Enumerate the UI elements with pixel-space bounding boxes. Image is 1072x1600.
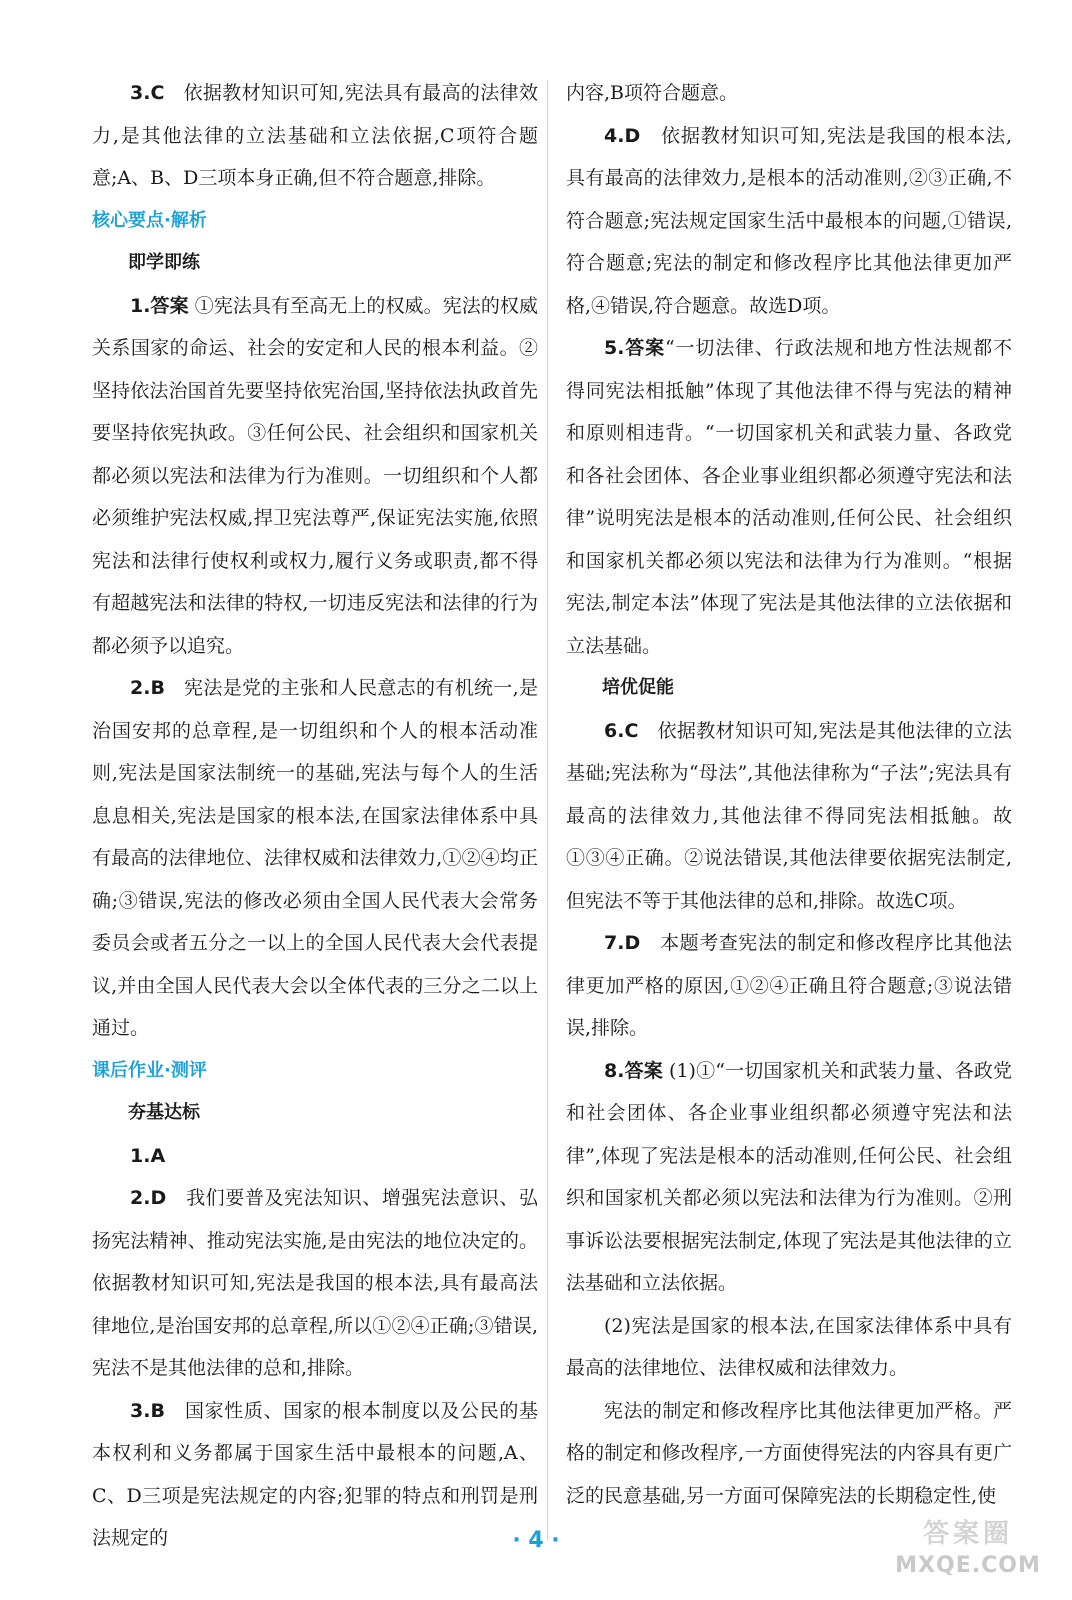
- section-heading-core: 核心要点·解析: [92, 209, 207, 231]
- answer-text: 国家性质、国家的根本制度以及公民的基本权利和义务都属于国家生活中最根本的问题,A、C、D三项是宪法规定的内容;犯罪的特点和刑罚是刑法规定的: [92, 1399, 538, 1549]
- answer-2d: [92, 1177, 538, 1390]
- answer-number: 7.D: [604, 932, 641, 954]
- answer-number: 3.B: [130, 1399, 165, 1422]
- site-watermark: [882, 1516, 1054, 1586]
- answer-text: 宪法是党的主张和人民意志的有机统一,是治国安邦的总章程,是一切组织和个人的根本活动准则,宪法是国家法制统一的基础,宪法与每个人的生活息息相关,宪法是国家的根本法,在国家法律体系中具有最高的法律地位、法律权威和法律效力,①②④均正确;③错误,宪法的修改必须由全国人民代表大会常务委员会或者五分之一以上的全国人民代表大会代表提议,并由全国人民代表大会以全体代表的三分之二以上通过。: [92, 677, 538, 1039]
- answer-number: 1.答案: [130, 294, 189, 317]
- answer-text: 依据教材知识可知,宪法是其他法律的立法基础;宪法称为“母法”,其他法律称为“子法”;宪法具有最高的法律效力,其他法律不得同宪法相抵触。故①③④正确。②说法错误,其他法律要依据宪法制定,但宪法不等于其他法律的总和,排除。故选C项。: [566, 719, 1012, 912]
- column-divider: [547, 80, 548, 1540]
- answer-3c: [92, 72, 538, 200]
- answer-text: (1)①“一切国家机关和武装力量、各政党和社会团体、各企业事业组织都必须遵守宪法和法律”,体现了宪法是根本的活动准则,任何公民、社会组织和国家机关都必须以宪法和法律为行为准则。②刑事诉讼法要根据宪法制定,体现了宪法是其他法律的立法基础和立法依据。: [566, 1059, 1012, 1294]
- subheading-advanced: 培优促能: [602, 677, 674, 698]
- answer-5: [566, 327, 1012, 667]
- answer-text: “一切法律、行政法规和地方性法规都不得同宪法相抵触”体现了其他法律不得与宪法的精神和原则相违背。“一切国家机关和武装力量、各政党和各社会团体、各企业事业组织都必须遵守宪法和法律”说明宪法是根本的活动准则,任何公民、社会组织和国家机关都必须以宪法和法律为行为准则。“根据宪法,制定本法”体现了宪法是其他法律的立法依据和立法基础。: [566, 337, 1012, 657]
- answer-2b: [92, 667, 538, 1050]
- answer-number: 2.B: [130, 677, 165, 699]
- answer-number: 8.答案: [604, 1059, 663, 1082]
- answer-4d: [566, 115, 1012, 328]
- answer-number: 6.C: [604, 719, 639, 742]
- answer-number: 4.D: [604, 124, 641, 147]
- page-number: · 4 ·: [512, 1528, 560, 1553]
- left-column: [92, 72, 538, 1560]
- answer-6c: [566, 710, 1012, 923]
- answer-number: 3.C: [130, 82, 165, 104]
- answer-number: 5.答案: [604, 337, 665, 359]
- answer-text: 依据教材知识可知,宪法是我国的根本法,具有最高的法律效力,是根本的活动准则,②③正确,不符合题意;宪法规定国家生活中最根本的问题,①错误,符合题意;宪法的制定和修改程序比其他法律更加严格,④错误,符合题意。故选D项。: [566, 124, 1012, 317]
- answer-text: 依据教材知识可知,宪法具有最高的法律效力,是其他法律的立法基础和立法依据,C项符合题意;A、B、D三项本身正确,但不符合题意,排除。: [92, 82, 538, 189]
- answer-number: 2.D: [130, 1187, 167, 1209]
- answer-8: [566, 1050, 1012, 1305]
- watermark-url: MXQE.COM: [895, 1553, 1041, 1578]
- subheading-practice: 即学即练: [128, 252, 200, 273]
- watermark-logo-text: 答案圈: [922, 1519, 1013, 1549]
- right-column: [566, 72, 1012, 1517]
- answer-1: [92, 285, 538, 668]
- answer-1a: [92, 1135, 538, 1178]
- answer-8-part3: 宪法的制定和修改程序比其他法律更加严格。严格的制定和修改程序,一方面使得宪法的内容具有更广泛的民意基础,另一方面可保障宪法的长期稳定性,使: [566, 1399, 1012, 1507]
- answer-text: 本题考查宪法的制定和修改程序比其他法律更加严格的原因,①②④正确且符合题意;③说法错误,排除。: [566, 932, 1012, 1039]
- subheading-foundation: 夯基达标: [128, 1102, 200, 1123]
- answer-8-part2: (2)宪法是国家的根本法,在国家法律体系中具有最高的法律地位、法律权威和法律效力。: [566, 1314, 1012, 1379]
- answer-7d: [566, 922, 1012, 1050]
- answer-number: 1.A: [130, 1144, 166, 1167]
- section-heading-homework: 课后作业·测评: [92, 1059, 207, 1081]
- answer-text: 我们要普及宪法知识、增强宪法意识、弘扬宪法精神、推动宪法实施,是由宪法的地位决定的。依据教材知识可知,宪法是我国的根本法,具有最高法律地位,是治国安邦的总章程,所以①②④正确;③错误,宪法不是其他法律的总和,排除。: [92, 1187, 538, 1379]
- answer-3b-continued: 内容,B项符合题意。: [566, 82, 739, 104]
- answer-text: ①宪法具有至高无上的权威。宪法的权威关系国家的命运、社会的安定和人民的根本利益。②坚持依法治国首先要坚持依宪治国,坚持依法执政首先要坚持依宪执政。③任何公民、社会组织和国家机关都必须以宪法和法律为行为准则。一切组织和个人都必须维护宪法权威,捍卫宪法尊严,保证宪法实施,依照宪法和法律行使权利或权力,履行义务或职责,都不得有超越宪法和法律的特权,一切违反宪法和法律的行为都必须予以追究。: [92, 294, 538, 657]
